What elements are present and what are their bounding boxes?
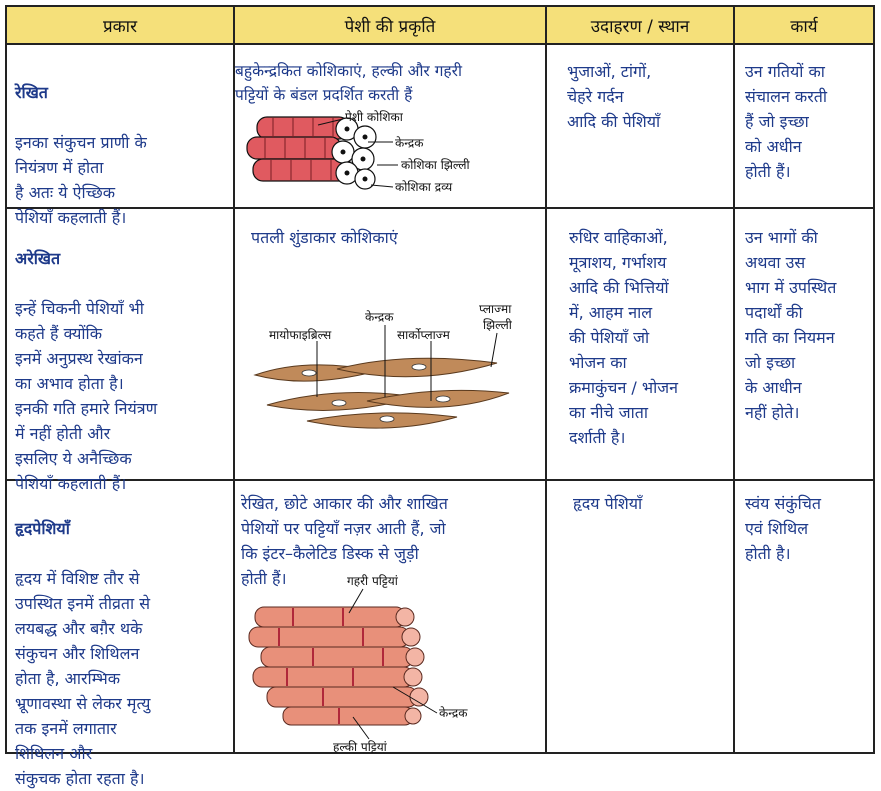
row-cardiac-nature: रेखित, छोटे आकार की और शाखित पेशियों पर पट्टियाँ नज़र आती हैं, जो कि इंटर–कैलेटिड डिस्क से जुड़ी होती हैं। — [241, 494, 448, 588]
row-type-text: इन्हें चिकनी पेशियाँ भी कहते हैं क्योंकि इनमें अनुप्रस्थ रेखांकन का अभाव होता है। इनकी गति हमारे नियंत्रण में नहीं होती और इसलिए ये अनैच्छिक पेशियाँ कहलाती हैं। — [15, 299, 158, 493]
header-nature: पेशी की प्रकृति — [344, 16, 436, 37]
row-cardiac-function: स्वंय संकुंचित एवं शिथिल होती है। — [745, 494, 822, 563]
label-cell-membrane: कोशिका झिल्ली — [401, 158, 470, 172]
label-myofibrils: मायोफाइब्रिल्स — [269, 328, 332, 342]
label-muscle-cell: पेशी कोशिका — [345, 110, 403, 124]
row-smooth-type — [15, 221, 229, 496]
row-striated-type — [15, 55, 229, 230]
row-type-text: इनका संकुचन प्राणी के नियंत्रण में होता है अतः ये ऐच्छिक पेशियाँ कहलाती हैं। — [15, 133, 147, 227]
row-title: रेखित — [15, 83, 48, 102]
smooth-muscle-figure — [247, 297, 537, 447]
row-cardiac-type — [15, 491, 229, 791]
row-striated-nature: बहुकेन्द्रकित कोशिकाएं, हल्की और गहरी पट्टियों के बंडल प्रदर्शित करती हैं — [235, 62, 463, 104]
header-function: कार्य — [790, 16, 818, 37]
label-sarcoplasm: सार्कोप्लाज्म — [397, 328, 450, 342]
column-divider — [733, 7, 735, 752]
row-smooth-nature: पतली शुंडाकार कोशिकाएं — [251, 228, 398, 247]
column-divider — [233, 7, 235, 752]
label-dark-bands: गहरी पट्टियां — [347, 574, 398, 588]
row-cardiac-example: हृदय पेशियाँ — [573, 494, 643, 513]
header-example: उदाहरण / स्थान — [590, 16, 690, 37]
label-light-bands: हल्की पट्टियां — [333, 740, 387, 753]
label-nucleus: केन्द्रक — [439, 706, 468, 720]
striated-muscle-figure — [243, 107, 503, 199]
cardiac-muscle-figure — [243, 567, 513, 753]
row-smooth-function: उन भागों की अथवा उस भाग में उपस्थित पदार्थों की गति का नियमन जो इच्छा के आधीन नहीं होते। — [745, 228, 837, 422]
label-membrane: झिल्ली — [483, 318, 512, 332]
row-title: अरेखित — [15, 249, 61, 268]
row-striated-function: उन गतियों का संचालन करती हैं जो इच्छा को अधीन होती हैं। — [745, 62, 828, 181]
row-striated-example: भुजाओं, टांगों, चेहरे गर्दन आदि की पेशियाँ — [567, 62, 661, 131]
row-smooth-example: रुधिर वाहिकाओं, मूत्राशय, गर्भाशय आदि की भित्तियों में, आहम नाल की पेशियाँ जो भोजन का क्रमाकुंचन / भोजन का नीचे जाता दर्शाती है। — [569, 228, 679, 447]
label-nucleus: केन्द्रक — [395, 136, 424, 150]
header-type: प्रकार — [102, 16, 138, 37]
row-title: हृदपेशियाँ — [15, 519, 70, 538]
label-plasma: प्लाज्मा — [479, 302, 512, 316]
label-cytoplasm: कोशिका द्रव्य — [395, 180, 453, 194]
column-divider — [545, 7, 547, 752]
muscle-table — [5, 5, 875, 788]
label-nucleus: केन्द्रक — [365, 310, 394, 324]
row-type-text: हृदय में विशिष्ट तौर से उपस्थित इनमें तीव्रता से लयबद्ध और बग़ैर थके संकुचन और शिथिलन होता है, आरम्भिक भ्रूणावस्था से लेकर मृत्यु तक इनमें लगातार शिथिलन और संकुचक होता रहता है। — [15, 569, 151, 788]
